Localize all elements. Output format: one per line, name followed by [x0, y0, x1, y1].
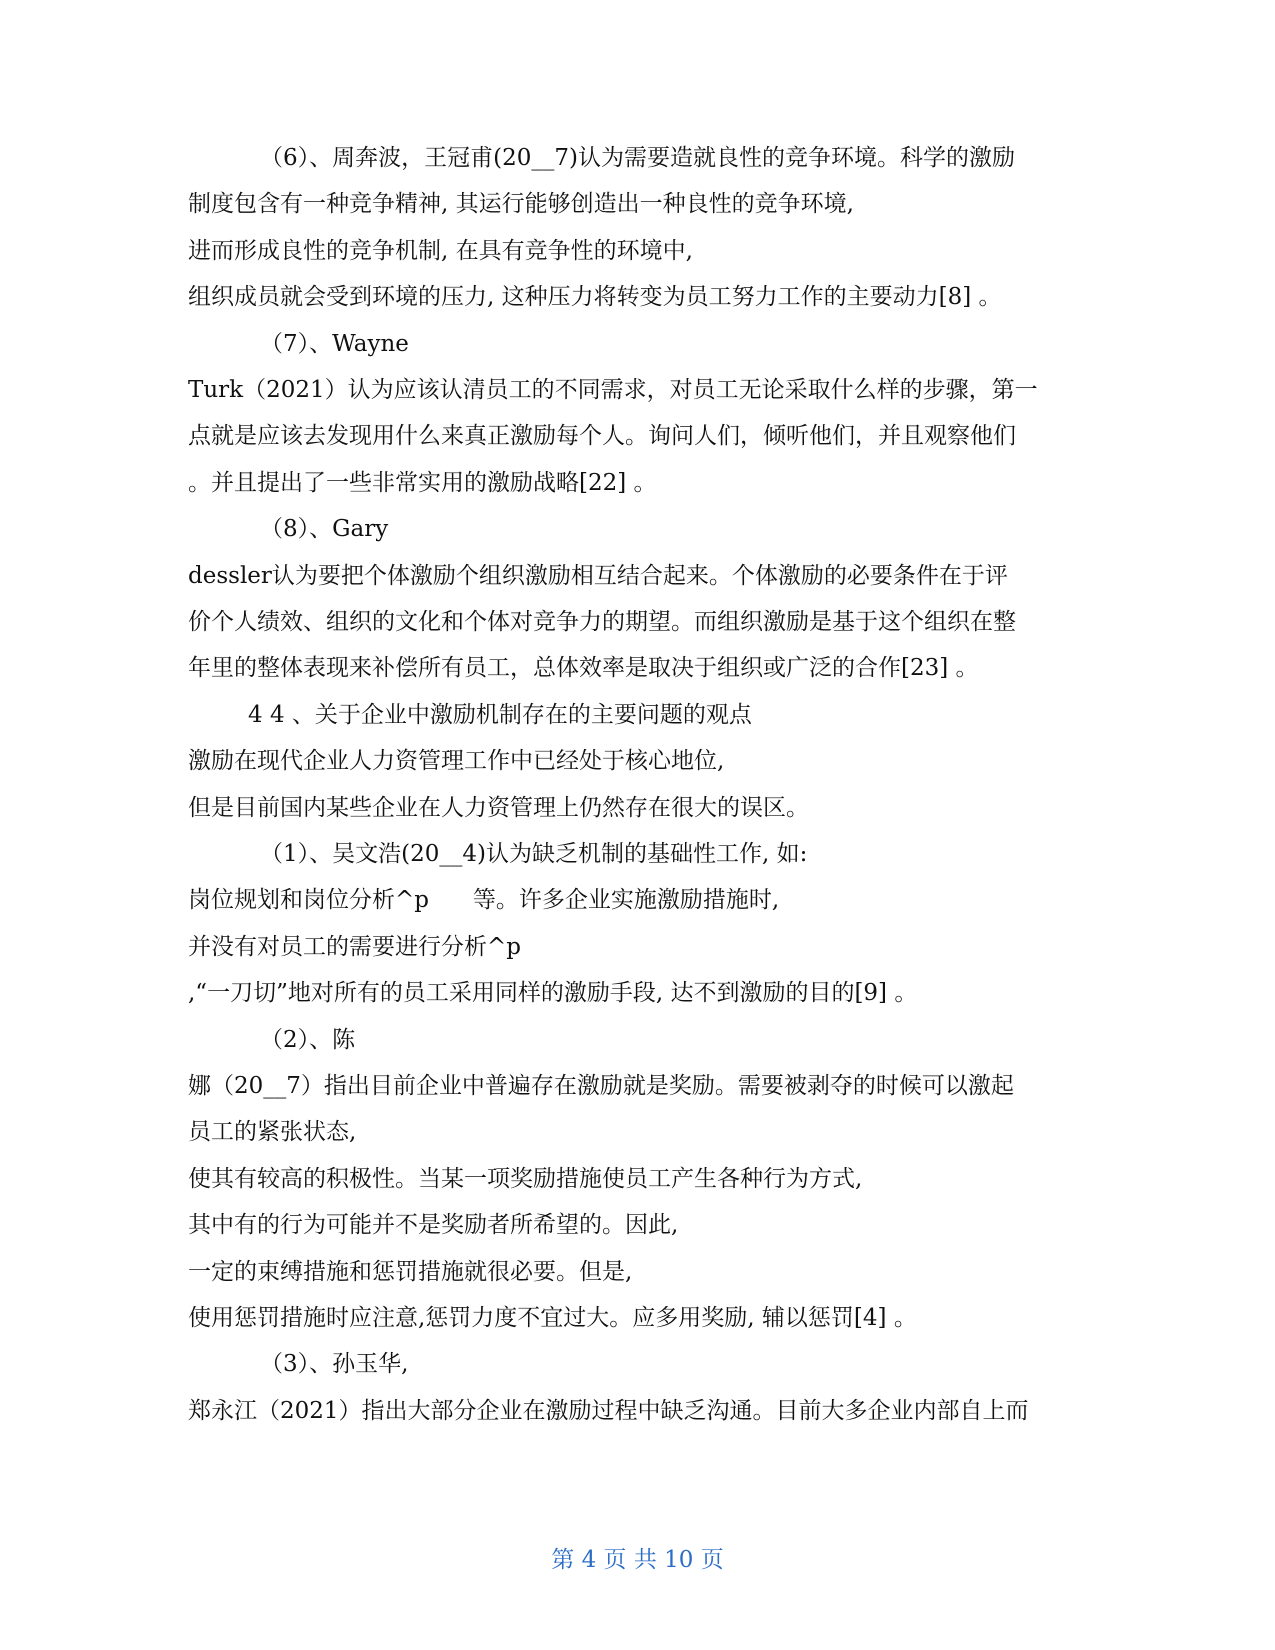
- text-line: 员工的紧张状态,: [188, 1119, 357, 1145]
- text-line: dessler认为要把个体激励个组织激励相互结合起来。个体激励的必要条件在于评: [188, 563, 1008, 589]
- text-line: 使用惩罚措施时应注意,惩罚力度不宜过大。应多用奖励, 辅以惩罚[4] 。: [188, 1305, 917, 1331]
- text-line: 娜（20__7）指出目前企业中普遍存在激励就是奖励。需要被剥夺的时候可以激起: [188, 1073, 1014, 1099]
- text-line: Turk（2021）认为应该认清员工的不同需求，对员工无论采取什么样的步骤，第一: [188, 377, 1038, 403]
- text-line: 并没有对员工的需要进行分析^p: [188, 934, 521, 960]
- text-line: 进而形成良性的竞争机制, 在具有竞争性的环境中,: [188, 238, 693, 264]
- text-line: （6）、周奔波，王冠甫(20__7)认为需要造就良性的竞争环境。科学的激励: [260, 145, 1015, 171]
- text-line: （7）、Wayne: [260, 331, 409, 357]
- text-line: ,“一刀切”地对所有的员工采用同样的激励手段, 达不到激励的目的[9] 。: [188, 980, 918, 1006]
- text-line: 岗位规划和岗位分析^p 等。许多企业实施激励措施时,: [188, 887, 780, 913]
- text-line: （1）、吴文浩(20__4)认为缺乏机制的基础性工作, 如:: [260, 841, 808, 867]
- text-line: 使其有较高的积极性。当某一项奖励措施使员工产生各种行为方式,: [188, 1166, 863, 1192]
- text-line: 但是目前国内某些企业在人力资管理上仍然存在很大的误区。: [188, 795, 809, 821]
- text-line: 价个人绩效、组织的文化和个体对竞争力的期望。而组织激励是基于这个组织在整: [188, 609, 1016, 635]
- page-number-footer: 第 4 页 共 10 页: [551, 1547, 724, 1573]
- text-line: 郑永江（2021）指出大部分企业在激励过程中缺乏沟通。目前大多企业内部自上而: [188, 1398, 1029, 1424]
- text-line: 制度包含有一种竞争精神, 其运行能够创造出一种良性的竞争环境,: [188, 191, 854, 217]
- section-heading: 4 4 、关于企业中激励机制存在的主要问题的观点: [248, 702, 752, 728]
- text-line: 其中有的行为可能并不是奖励者所希望的。因此,: [188, 1212, 679, 1238]
- text-line: （8）、Gary: [260, 516, 389, 542]
- text-line: （3）、孙玉华,: [260, 1351, 409, 1377]
- text-line: （2）、陈: [260, 1027, 356, 1053]
- text-line: 激励在现代企业人力资管理工作中已经处于核心地位,: [188, 748, 725, 774]
- text-line: 点就是应该去发现用什么来真正激励每个人。询问人们，倾听他们，并且观察他们: [188, 423, 1016, 449]
- text-line: 。并且提出了一些非常实用的激励战略[22] 。: [188, 470, 657, 496]
- text-line: 一定的束缚措施和惩罚措施就很必要。但是,: [188, 1259, 633, 1285]
- text-line: 组织成员就会受到环境的压力, 这种压力将转变为员工努力工作的主要动力[8] 。: [188, 284, 1002, 310]
- text-line: 年里的整体表现来补偿所有员工，总体效率是取决于组织或广泛的合作[23] 。: [188, 655, 979, 681]
